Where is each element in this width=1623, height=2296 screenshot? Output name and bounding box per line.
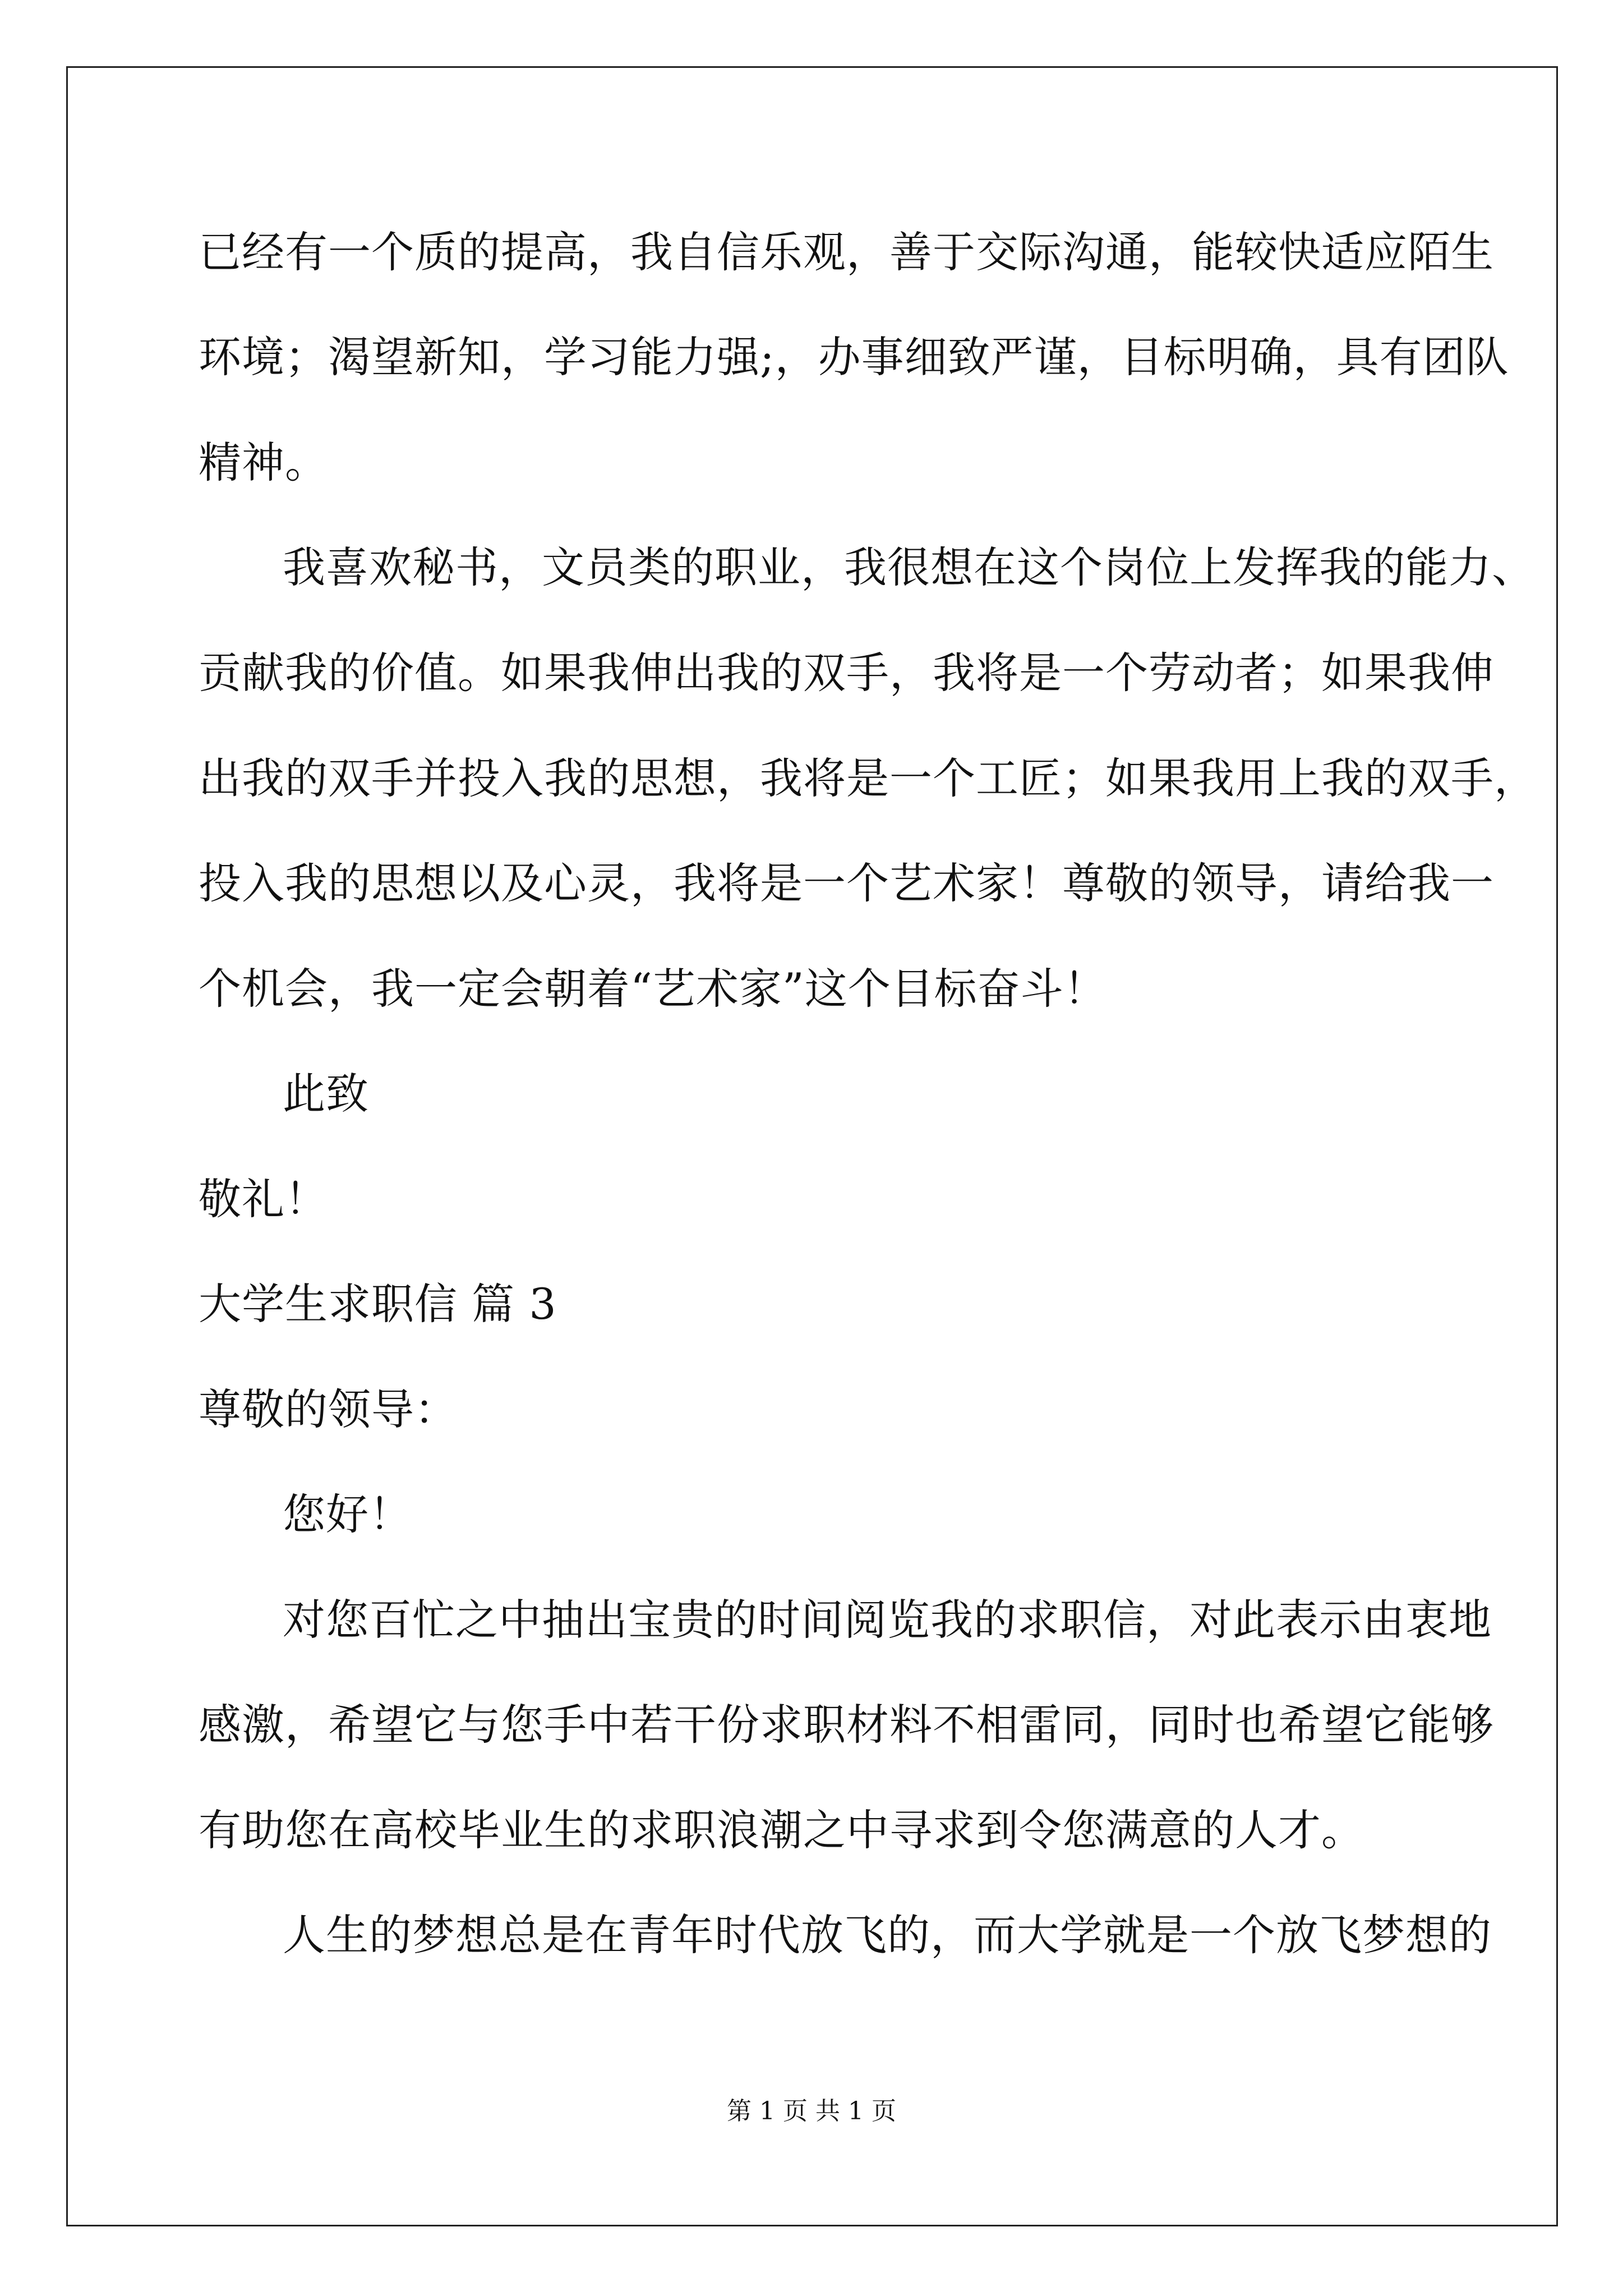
text-line: 对您百忙之中抽出宝贵的时间阅览我的求职信，对此表示由衷地 (283, 1595, 1492, 1645)
closing-salutation: 此致 (283, 1069, 369, 1119)
section-heading: 大学生求职信 篇 3 (199, 1279, 557, 1329)
greeting-hello: 您好！ (283, 1489, 412, 1539)
closing-regards: 敬礼！ (199, 1174, 328, 1224)
text-line: 有助您在高校毕业生的求职浪潮之中寻求到令您满意的人才。 (199, 1805, 1364, 1855)
text-line: 精神。 (199, 438, 328, 487)
page-border (66, 66, 1558, 2226)
text-line: 我喜欢秘书，文员类的职业，我很想在这个岗位上发挥我的能力、 (283, 542, 1535, 592)
text-line: 贡献我的价值。如果我伸出我的双手，我将是一个劳动者；如果我伸 (199, 648, 1494, 698)
text-line: 环境；渴望新知，学习能力强;，办事细致严谨，目标明确，具有团队 (199, 332, 1509, 382)
text-line: 人生的梦想总是在青年时代放飞的，而大学就是一个放飞梦想的 (283, 1910, 1492, 1960)
greeting: 尊敬的领导： (199, 1384, 458, 1434)
text-line: 感激，希望它与您手中若干份求职材料不相雷同，同时也希望它能够 (199, 1700, 1494, 1750)
text-line: 投入我的思想以及心灵，我将是一个艺术家！尊敬的领导，请给我一 (199, 858, 1494, 908)
text-line: 出我的双手并投入我的思想，我将是一个工匠；如果我用上我的双手， (199, 753, 1537, 803)
text-line: 个机会，我一定会朝着“艺术家”这个目标奋斗！ (199, 964, 1107, 1014)
text-line: 已经有一个质的提高，我自信乐观，善于交际沟通，能较快适应陌生 (199, 227, 1494, 277)
page-footer: 第 1 页 共 1 页 (727, 2097, 896, 2125)
